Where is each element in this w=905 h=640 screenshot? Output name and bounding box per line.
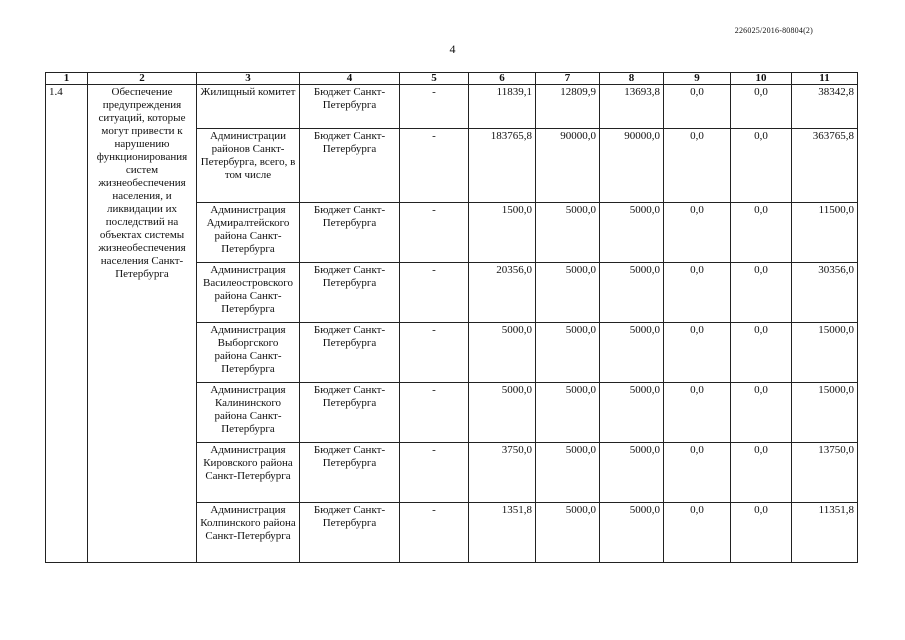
table-cell: 13693,8 [600, 85, 664, 129]
funding-source-cell: Бюджет Санкт-Петербурга [300, 263, 400, 323]
table-cell: 1351,8 [469, 503, 536, 563]
table-cell: 5000,0 [469, 383, 536, 443]
table-cell: 5000,0 [536, 323, 600, 383]
table-cell: 0,0 [664, 129, 731, 203]
funding-source-cell: Бюджет Санкт-Петербурга [300, 129, 400, 203]
table-cell: 0,0 [664, 263, 731, 323]
table-cell: - [400, 85, 469, 129]
table-cell: - [400, 129, 469, 203]
table-cell: 5000,0 [600, 383, 664, 443]
table-cell: 183765,8 [469, 129, 536, 203]
table-cell: - [400, 263, 469, 323]
executor-cell: Жилищный комитет [197, 85, 300, 129]
table-cell: 11839,1 [469, 85, 536, 129]
item-description: Обеспечение предупреждения ситуаций, которые могут привести к нарушению функционирования систем жизнеобеспечения населения, и ликвидации их последствий на объектах системы жизнеобеспечения населения Санкт-Петербурга [88, 85, 197, 563]
executor-cell: Администрация Колпинского района Санкт-Петербурга [197, 503, 300, 563]
table-cell: 0,0 [731, 503, 792, 563]
executor-cell: Администрации районов Санкт-Петербурга, всего, в том числе [197, 129, 300, 203]
table-cell: - [400, 443, 469, 503]
funding-source-cell: Бюджет Санкт-Петербурга [300, 203, 400, 263]
table-cell: 12809,9 [536, 85, 600, 129]
table-cell: 13750,0 [792, 443, 858, 503]
table-cell: 5000,0 [469, 323, 536, 383]
funding-source-cell: Бюджет Санкт-Петербурга [300, 443, 400, 503]
column-header: 8 [600, 73, 664, 85]
table-cell: 0,0 [731, 129, 792, 203]
table-cell: 5000,0 [536, 503, 600, 563]
column-header: 3 [197, 73, 300, 85]
table-cell: - [400, 203, 469, 263]
table-cell: 363765,8 [792, 129, 858, 203]
table-cell: - [400, 323, 469, 383]
executor-cell: Администрация Калининского района Санкт-Петербурга [197, 383, 300, 443]
column-number-row [46, 73, 858, 85]
table-cell: 5000,0 [600, 503, 664, 563]
column-header: 9 [664, 73, 731, 85]
table-cell: - [400, 503, 469, 563]
document-id: 226025/2016-80804(2) [734, 26, 813, 35]
funding-source-cell: Бюджет Санкт-Петербурга [300, 503, 400, 563]
column-header: 4 [300, 73, 400, 85]
table-cell: 5000,0 [536, 263, 600, 323]
table-cell: 5000,0 [600, 443, 664, 503]
table-cell: 15000,0 [792, 383, 858, 443]
table-cell: 20356,0 [469, 263, 536, 323]
table-cell: 0,0 [731, 203, 792, 263]
table-cell: 90000,0 [600, 129, 664, 203]
table-cell: 5000,0 [536, 203, 600, 263]
column-header: 1 [46, 73, 88, 85]
table-cell: 5000,0 [600, 323, 664, 383]
executor-cell: Администрация Выборгского района Санкт-Петербурга [197, 323, 300, 383]
executor-cell: Администрация Адмиралтейского района Санкт-Петербурга [197, 203, 300, 263]
column-header: 11 [792, 73, 858, 85]
table-cell: 30356,0 [792, 263, 858, 323]
executor-cell: Администрация Василеостровского района Санкт-Петербурга [197, 263, 300, 323]
item-number: 1.4 [46, 85, 88, 563]
table-cell: 0,0 [664, 85, 731, 129]
table-cell: 1500,0 [469, 203, 536, 263]
table-cell: 90000,0 [536, 129, 600, 203]
table-cell: 0,0 [731, 85, 792, 129]
table-cell: 0,0 [664, 383, 731, 443]
table-cell: 15000,0 [792, 323, 858, 383]
table-cell: 0,0 [731, 443, 792, 503]
table-cell: 5000,0 [536, 443, 600, 503]
funding-source-cell: Бюджет Санкт-Петербурга [300, 383, 400, 443]
column-header: 2 [88, 73, 197, 85]
table-cell: 0,0 [731, 323, 792, 383]
table-cell: 5000,0 [600, 203, 664, 263]
table-cell: 5000,0 [600, 263, 664, 323]
column-header: 10 [731, 73, 792, 85]
table-row [46, 85, 858, 129]
funding-source-cell: Бюджет Санкт-Петербурга [300, 85, 400, 129]
table-cell: 11500,0 [792, 203, 858, 263]
column-header: 6 [469, 73, 536, 85]
column-header: 5 [400, 73, 469, 85]
budget-table [45, 72, 858, 563]
table-cell: 38342,8 [792, 85, 858, 129]
table-cell: 11351,8 [792, 503, 858, 563]
table-cell: - [400, 383, 469, 443]
table-cell: 0,0 [731, 263, 792, 323]
table-cell: 0,0 [664, 323, 731, 383]
executor-cell: Администрация Кировского района Санкт-Петербурга [197, 443, 300, 503]
table-cell: 5000,0 [536, 383, 600, 443]
table-cell: 3750,0 [469, 443, 536, 503]
table-cell: 0,0 [664, 443, 731, 503]
table-cell: 0,0 [731, 383, 792, 443]
page-number: 4 [449, 42, 456, 56]
funding-source-cell: Бюджет Санкт-Петербурга [300, 323, 400, 383]
column-header: 7 [536, 73, 600, 85]
table-cell: 0,0 [664, 503, 731, 563]
table-cell: 0,0 [664, 203, 731, 263]
